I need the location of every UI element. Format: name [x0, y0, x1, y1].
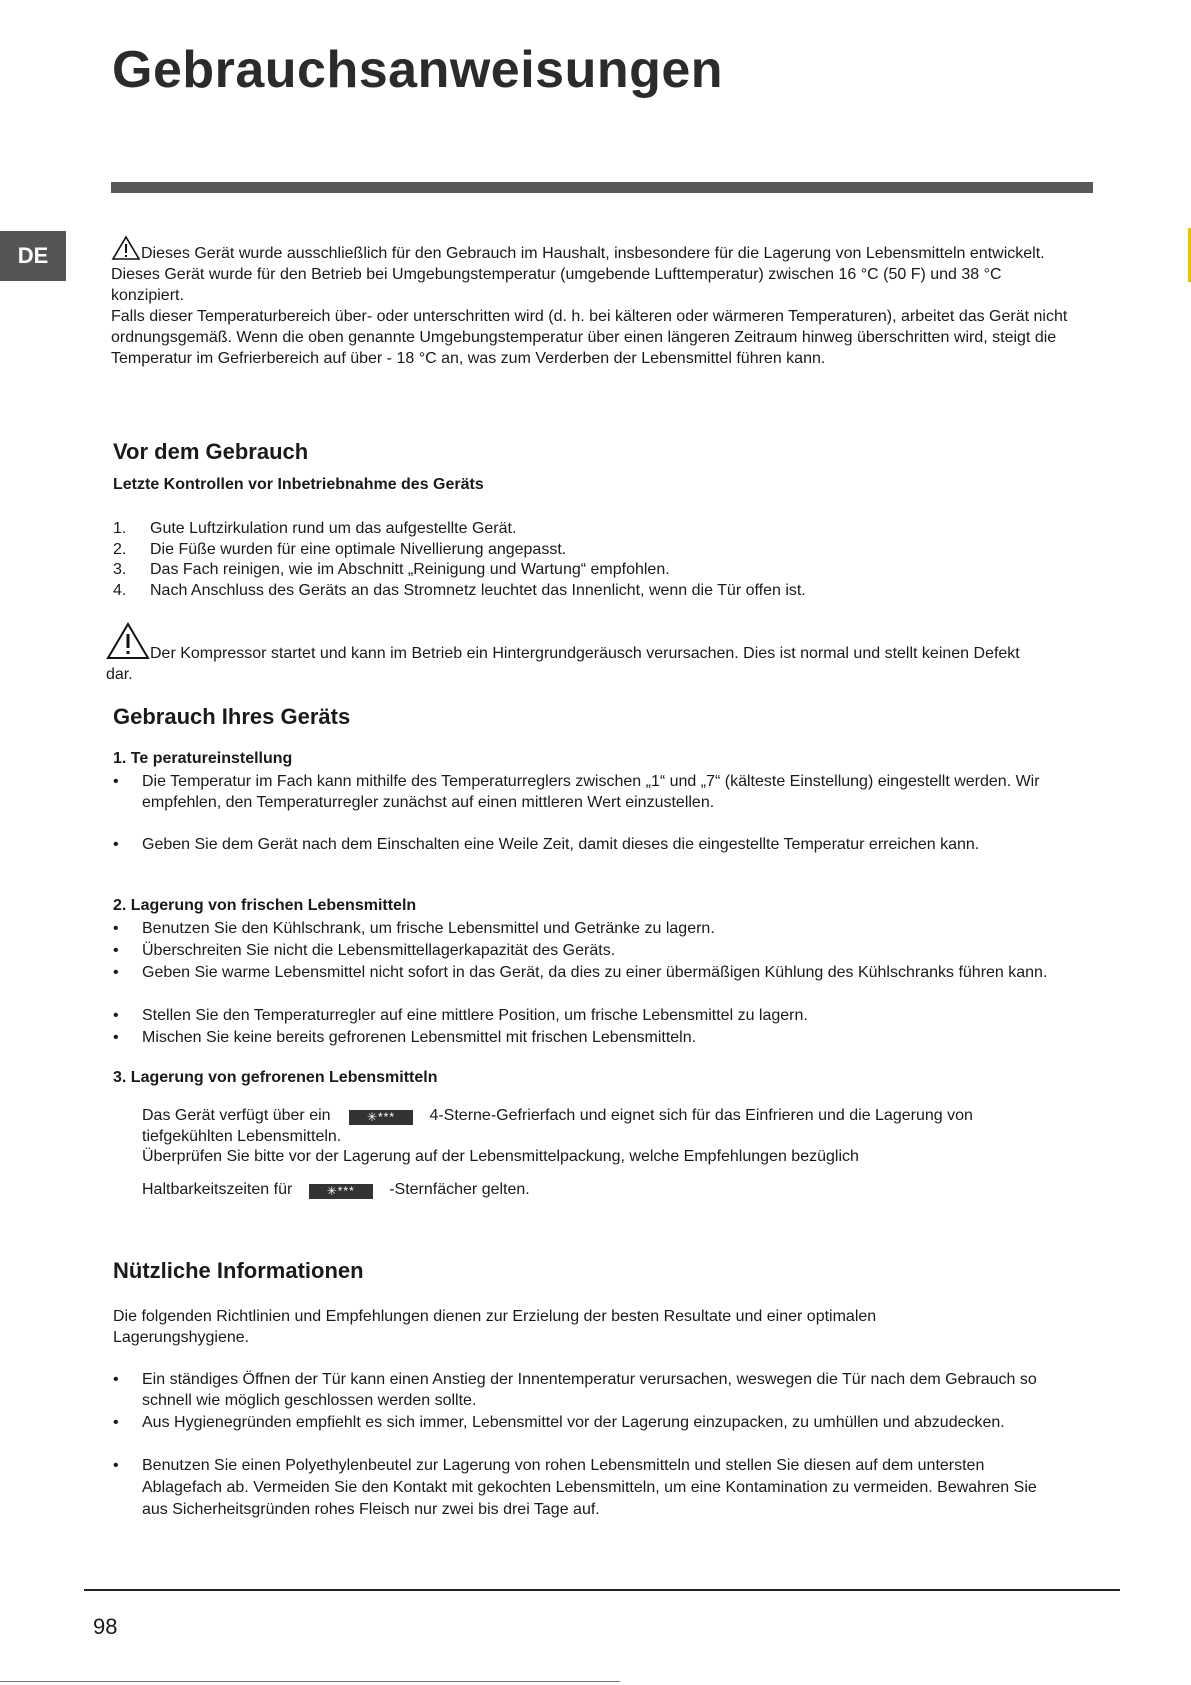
list-item: • Benutzen Sie einen Polyethylenbeutel zur Lagerung von rohen Lebensmitteln und stellen Sie diesen auf dem untersten Ablagefach ab. Vermeiden Sie den Kontakt mit gekochten Lebensmitteln, um eine Kontamination zu vermeiden. Bewahren Sie aus Sicherheitsgründen rohes Fleisch nur zwei bis drei Tage auf.	[113, 1457, 1037, 1518]
footer-rule	[84, 1589, 1120, 1591]
list-item: 3. Das Fach reinigen, wie im Abschnitt „Reinigung und Wartung“ empfohlen.	[113, 561, 670, 578]
list-item: • Ein ständiges Öffnen der Tür kann einen Anstieg der Innentemperatur verursachen, weswegen die Tür nach dem Gebrauch so schnell wie möglich geschlossen werden sollte.	[113, 1371, 1037, 1409]
intro-warning	[111, 235, 1071, 264]
compressor-warning-text: Der Kompressor startet und kann im Betrieb ein Hintergrundgeräusch verursachen. Dies ist normal und stellt keinen Defekt dar.	[106, 645, 1020, 683]
list-item: 1. Gute Luftzirkulation rund um das aufgestellte Gerät.	[113, 520, 517, 537]
intro-warning-text: Dieses Gerät wurde ausschließlich für den Gebrauch im Haushalt, insbesondere für die Lagerung von Lebensmitteln entwickelt.	[141, 245, 1045, 262]
list-item: • Die Temperatur im Fach kann mithilfe des Temperaturreglers zwischen „1“ und „7“ (kälteste Einstellung) eingestellt werden. Wir empfehlen, den Temperaturregler zunächst auf einen mittleren Wert einzustellen.	[113, 773, 1040, 811]
list-item: • Geben Sie dem Gerät nach dem Einschalten eine Weile Zeit, damit dieses die eingestellte Temperatur erreichen kann.	[113, 836, 980, 853]
frozen-line: Haltbarkeitszeiten für ✳*** -Sternfächer gelten.	[142, 1181, 530, 1198]
list-item: • Geben Sie warme Lebensmittel nicht sofort in das Gerät, da dies zu einer übermäßigen Kühlung des Kühlschranks führen kann.	[113, 964, 1048, 981]
subheading-final-checks: Letzte Kontrollen vor Inbetriebnahme des Geräts	[113, 476, 484, 493]
page-number: 98	[93, 1614, 118, 1639]
warning-icon	[111, 235, 141, 261]
list-item: • Stellen Sie den Temperaturregler auf eine mittlere Position, um frische Lebensmittel zu lagern.	[113, 1007, 808, 1024]
frozen-line: tiefgekühlten Lebensmitteln.	[142, 1128, 342, 1145]
list-item: • Mischen Sie keine bereits gefrorenen Lebensmittel mit frischen Lebensmitteln.	[113, 1029, 697, 1046]
section-heading-before-use: Vor dem Gebrauch	[113, 439, 309, 464]
warning-icon	[106, 622, 150, 660]
frozen-line: Das Gerät verfügt über ein ✳*** 4-Sterne-Gefrierfach und eignet sich für das Einfrieren und die Lagerung von	[142, 1107, 973, 1124]
language-tab: DE	[0, 231, 66, 281]
intro-paragraph: Falls dieser Temperaturbereich über- oder unterschritten wird (d. h. bei kälteren oder wärmeren Temperaturen), arbeitet das Gerät nicht ordnungsgemäß. Wenn die oben genannte Umgebungstemperatur über einen längeren Zeitraum hinweg überschritten wird, steigt die Temperatur im Gefrierbereich auf über - 18 °C an, was zum Verderben der Lebensmittel führen kann.	[111, 308, 1068, 367]
frozen-line: Überprüfen Sie bitte vor der Lagerung auf der Lebensmittelpackung, welche Empfehlungen bezüglich	[142, 1148, 859, 1165]
subheading-temperature: 1. Te peratureinstellung	[113, 750, 293, 767]
info-intro: Die folgenden Richtlinien und Empfehlungen dienen zur Erzielung der besten Resultate und einer optimalen Lagerungshygiene.	[113, 1308, 877, 1346]
section-heading-useful-info: Nützliche Informationen	[113, 1258, 364, 1283]
list-item: • Benutzen Sie den Kühlschrank, um frische Lebensmittel und Getränke zu lagern.	[113, 920, 715, 937]
four-star-freezer-icon: ✳***	[349, 1110, 413, 1125]
star-freezer-icon: ✳***	[309, 1184, 373, 1199]
compressor-warning	[106, 622, 1046, 685]
intro-paragraph: Dieses Gerät wurde für den Betrieb bei Umgebungstemperatur (umgebende Lufttemperatur) zwischen 16 °C (50 F) und 38 °C konzipiert.	[111, 266, 1002, 304]
bottom-edge-line	[0, 1681, 620, 1682]
list-item: 4. Nach Anschluss des Geräts an das Stromnetz leuchtet das Innenlicht, wenn die Tür offen ist.	[113, 582, 806, 599]
subheading-fresh-food: 2. Lagerung von frischen Lebensmitteln	[113, 897, 417, 914]
list-item: 2. Die Füße wurden für eine optimale Nivellierung angepasst.	[113, 541, 567, 558]
subheading-frozen-food: 3. Lagerung von gefrorenen Lebensmitteln	[113, 1069, 438, 1086]
list-item: • Aus Hygienegründen empfiehlt es sich immer, Lebensmittel vor der Lagerung einzupacken, zu umhüllen und abzudecken.	[113, 1414, 1005, 1431]
header-rule	[111, 182, 1093, 193]
page-title: Gebrauchsanweisungen	[112, 41, 724, 99]
list-item: • Überschreiten Sie nicht die Lebensmittellagerkapazität des Geräts.	[113, 942, 616, 959]
section-heading-usage: Gebrauch Ihres Geräts	[113, 704, 351, 729]
intro-block	[111, 235, 1071, 369]
